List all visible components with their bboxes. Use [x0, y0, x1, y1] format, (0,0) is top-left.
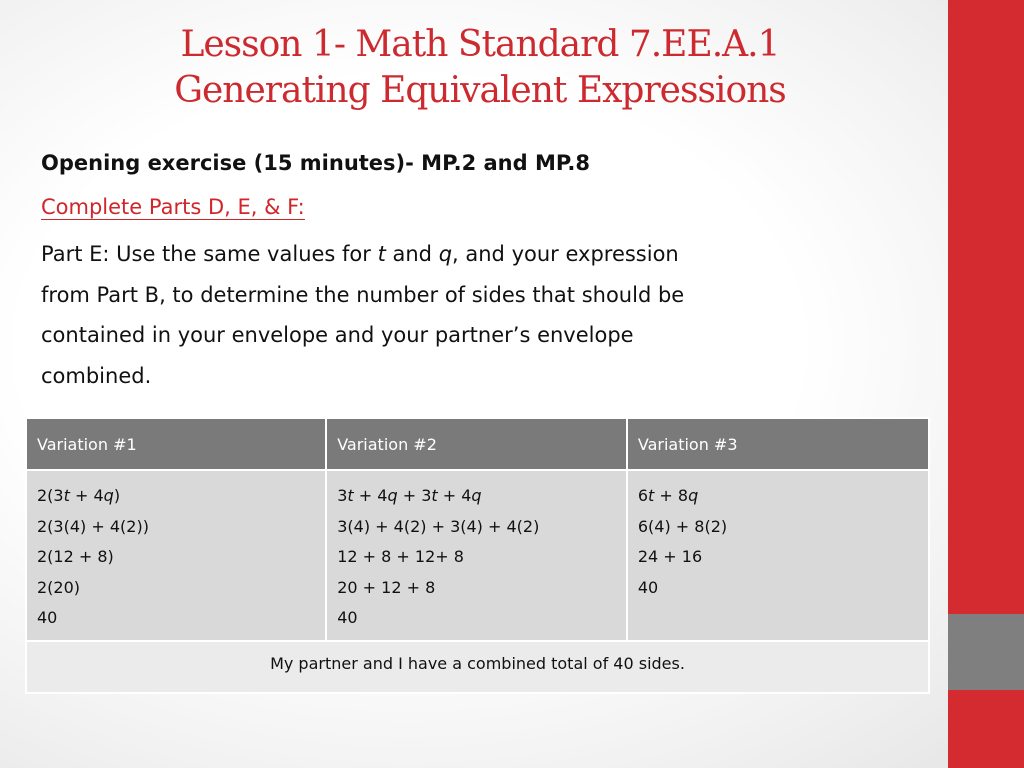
variations-table-wrapper	[25, 417, 930, 694]
expression-line: 2(20)	[37, 577, 81, 597]
side-bar-red-top	[948, 0, 1024, 614]
expression-line: 40	[637, 577, 659, 597]
expr-part: + 3	[397, 486, 432, 505]
variable-q: q	[103, 486, 114, 505]
variable-t: t	[648, 486, 655, 505]
variable-t: t	[377, 242, 386, 266]
variation-2-cell	[326, 470, 627, 641]
variation-3-cell	[627, 470, 929, 641]
slide-title	[40, 22, 920, 114]
opening-exercise-heading: Opening exercise (15 minutes)- MP.2 and MP.8	[41, 151, 590, 175]
paragraph-text: and	[385, 242, 439, 266]
instruction-text	[41, 192, 921, 222]
expression-line	[37, 481, 315, 512]
table-row	[26, 470, 929, 641]
expr-part: + 4	[69, 486, 104, 505]
variable-t: t	[431, 486, 438, 505]
variable-t: t	[63, 486, 70, 505]
instruction-label: Complete Parts D, E, & F:	[41, 195, 305, 219]
expression-line	[337, 481, 616, 512]
table-header-row	[26, 418, 929, 470]
header-variation-2: Variation #2	[326, 418, 627, 470]
expression-line: 2(12 + 8)	[37, 547, 114, 566]
title-line-2: Generating Equivalent Expressions	[174, 70, 786, 111]
expr-part: + 4	[353, 486, 388, 505]
expr-part: 2(3	[37, 486, 64, 505]
part-e-paragraph	[41, 234, 911, 396]
expression-line: 3(4) + 4(2) + 3(4) + 4(2)	[337, 516, 540, 536]
variation-1-cell	[26, 470, 326, 641]
title-line-1: Lesson 1- Math Standard 7.EE.A.1	[180, 24, 780, 65]
side-bar-gray	[948, 614, 1024, 690]
variable-t: t	[347, 486, 354, 505]
expression-line: 40	[337, 608, 358, 627]
expr-part: + 4	[437, 486, 472, 505]
expr-part: + 8	[654, 486, 689, 505]
expression-line: 12 + 8 + 12+ 8	[337, 547, 464, 566]
variable-q: q	[387, 486, 398, 505]
variations-table	[25, 417, 930, 694]
header-variation-3: Variation #3	[627, 418, 929, 470]
variable-q: q	[471, 486, 482, 505]
decorative-side-bar	[948, 0, 1024, 768]
table-summary-row	[26, 641, 929, 693]
variable-q: q	[688, 486, 699, 505]
expr-part: 6	[637, 486, 649, 505]
header-variation-1: Variation #1	[26, 418, 326, 470]
expression-line: 6(4) + 8(2)	[637, 516, 728, 536]
paragraph-line-2: from Part B, to determine the number of sides that should be	[41, 282, 685, 307]
expression-line: 24 + 16	[637, 547, 703, 566]
variable-q: q	[438, 242, 453, 266]
expression-line	[638, 481, 918, 512]
expr-part: )	[113, 486, 121, 505]
paragraph-line-1	[41, 234, 911, 275]
side-bar-red-bottom	[948, 690, 1024, 768]
slide-body	[41, 146, 921, 396]
expr-part: 3	[337, 486, 348, 505]
summary-cell: My partner and I have a combined total of 40 sides.	[26, 641, 929, 693]
expression-line: 2(3(4) + 4(2))	[37, 516, 149, 536]
expression-line: 20 + 12 + 8	[337, 577, 436, 597]
paragraph-text: , and your expression	[452, 242, 679, 266]
paragraph-line-3: contained in your envelope and your partner’s envelope	[41, 323, 634, 347]
paragraph-text: Part E: Use the same values for	[41, 242, 378, 266]
paragraph-line-4: combined.	[41, 363, 152, 388]
expression-line: 40	[37, 608, 58, 627]
